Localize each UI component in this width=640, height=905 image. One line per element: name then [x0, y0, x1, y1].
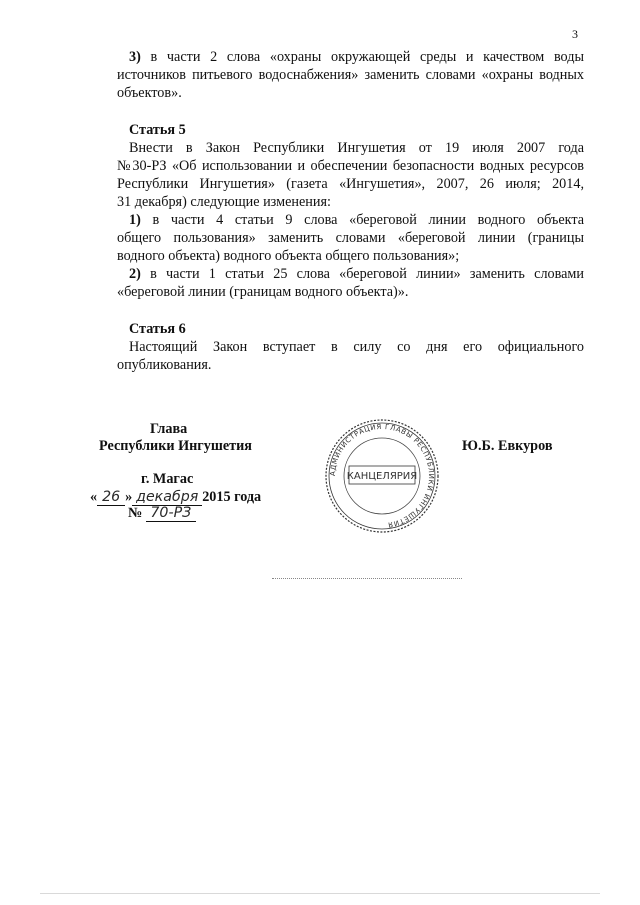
article5-item1-number: 1) [129, 212, 141, 228]
article5-item1-line1 [117, 212, 584, 230]
article5-item2-number: 2) [129, 266, 141, 282]
stamp-ring-text: АДМИНИСТРАЦИЯ ГЛАВЫ РЕСПУБЛИКИ ИНГУШЕТИЯ [328, 422, 436, 529]
article5-item2-line1 [117, 266, 584, 284]
article5-intro-line1: Внести в Закон Республики Ингушетия от 19 июля 2007 года [129, 140, 584, 156]
article5-intro-line4: 31 декабря) следующие изменения: [117, 194, 331, 210]
article5-item2-line1-text: в части 1 статьи 25 слова «береговой линии» заменить словами [140, 266, 584, 282]
article5-item2-line2: «береговой линии (границам водного объекта)». [117, 284, 409, 300]
article5-item1-line3: водного объекта) водного объекта общего пользования»; [117, 248, 460, 264]
article5-item1-line2: общего пользования» заменить словами «береговой линии (границы [117, 230, 584, 246]
law-number-prefix: № [128, 505, 143, 521]
date-close-quote: » [125, 489, 133, 505]
law-number-handwritten: 70-РЗ [146, 505, 196, 522]
item3-line1-text: в части 2 слова «охраны окружающей среды и качеством воды [140, 49, 584, 65]
item3-line2: источников питьевого водоснабжения» заменить словами «охраны водных [117, 67, 584, 83]
item3-line3: объектов». [117, 85, 182, 101]
article6-heading: Статья 6 [129, 321, 186, 337]
scan-bottom-edge [40, 893, 600, 895]
article5-item1-line1-text: в части 4 статьи 9 слова «береговой линии водного объекта [140, 212, 584, 228]
date-day-handwritten: 26 [97, 489, 125, 506]
date-month-handwritten: декабря [132, 489, 202, 506]
item3-line1 [117, 49, 584, 67]
scan-artifact-line [272, 578, 462, 580]
office-stamp [323, 417, 441, 535]
signing-date [90, 489, 261, 506]
signatory-title-line1: Глава [150, 421, 188, 437]
signatory-name: Ю.Б. Евкуров [462, 438, 553, 454]
article5-intro-line3: Республики Ингушетия» (газета «Ингушетия», 2007, 26 июля; 2014, [117, 176, 584, 192]
stamp-center-text: КАНЦЕЛЯРИЯ [346, 471, 418, 482]
signatory-title-line2: Республики Ингушетия [99, 438, 252, 454]
article6-line2: опубликования. [117, 357, 212, 373]
article5-intro-line2: №30-РЗ «Об использовании и обеспечении безопасности водных ресурсов [117, 158, 584, 174]
date-open-quote: « [90, 489, 98, 505]
date-year: 2015 года [202, 489, 262, 505]
item3-number: 3) [129, 49, 141, 65]
article6-line1: Настоящий Закон вступает в силу со дня его официального [129, 339, 584, 355]
law-number [128, 505, 196, 522]
article5-heading: Статья 5 [129, 122, 186, 138]
signing-place: г. Магас [141, 471, 194, 487]
page-number: 3 [572, 27, 578, 41]
